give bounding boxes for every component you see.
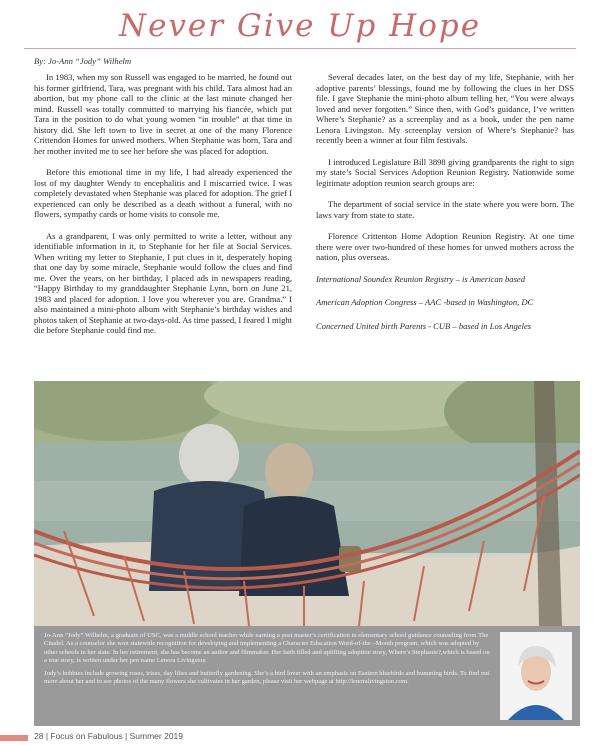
registry-item: International Soundex Reunion Registry – is American based [316, 273, 525, 284]
paragraph: I introduced Legislature Bill 3898 giving grandparents the right to sign my state’s Social Services Adoption Reunion Registry. Nationwide some legitimate adoption reunion search groups are: [316, 156, 574, 188]
hammock-photo [34, 381, 580, 626]
paragraph: In 1983, when my son Russell was engaged to be married, he found out his former girlfriend, Tara, was pregnant with his child. Tara almost had an abortion, but my phone call to the clinic at the last minute changed her mind. Russell was totally committed to marrying his fiancée, which put Tara in the position to do what young women “in trouble” at that time in history did. She left town to live in secret at one of the many Florence Crittendon Homes for unwed mothers. When Stephanie was born, Tara and her mother invited me to see her before she was placed for adoption. [34, 72, 292, 156]
author-portrait [500, 632, 572, 720]
caption-text [44, 632, 494, 692]
left-column [34, 72, 292, 347]
page-footer [0, 731, 600, 745]
footer-accent-bar [0, 735, 28, 741]
right-column [316, 72, 574, 344]
paragraph: Before this emotional time in my life, I had already experienced the lost of my daughter Wendy to encephalitis and I miscarried twice. I was completely devastated when Stephanie was placed for adoption. The grief I experienced can only be described as a death without a funeral, with no flowers, sympathy cards or home visits to console me. [34, 167, 292, 219]
paragraph: Florence Crittenton Home Adoption Reunion Registry. At one time there were over two-hundred of these homes for unwed mothers across the nation, plus overseas. [316, 231, 574, 262]
paragraph: The department of social service in the state where you were born. The laws vary from state to state. [316, 199, 574, 220]
author-caption [34, 626, 580, 726]
paragraph: Several decades later, on the best day of my life, Stephanie, with her adoptive parents’ blessings, found me by following the clues in her DSS file. I gave Stephanie the mini-photo album telling her, “You were always loved and never forgotten.” Since then, with God’s guidance, I’ve written Where’s Stephanie? as a screenplay and as a book, under the pen name Lenora Livingston. My screenplay version of Where’s Stephanie? has recently been a winner at four film festivals. [316, 72, 574, 145]
author-bio: Jo-Ann “Jody” Wilhelm, a graduate of USC, was a middle school teacher while earning a post master’s certification in elementary school guidance counseling from The Citadel. As a counselor she won statewide recognition for developing and implementing a Character Education Word-of-the –Month program, which was adopted by other schools in her state. In her retirement, she has become an author and filmmaker. Her faith filled and uplifting adoption story, Where’s Stephanie?,which is based on a true story, is written under her pen name Lenora Livingston [44, 632, 490, 664]
registry-item: American Adoption Congress – AAC -based in Washington, DC [316, 297, 534, 307]
registry-item: Concerned United birth Parents - CUB – based in Los Angeles [316, 320, 532, 331]
author-hobbies: Jody’s hobbies include growing roses, irises, day lilies and butterfly gardening. She’s a bird lover with an emphasis on Eastern bluebirds and humming birds. To find out more about her and to see photos of the many flowers she cultivates in her garden, please visit her webpage at http://lenoralivingston.com. [44, 670, 490, 686]
title-divider [24, 48, 576, 49]
paragraph: As a grandparent, I was only permitted to write a letter, without any identifiable information in it, to Stephanie for her file at Social Services. When writing my letter to Stephanie, I put clues in it, desperately hoping that one day by some miracle, Stephanie would follow the clues and find me. Over the years, on her birthday, I placed ads in newspapers reading, “Happy Birthday to my granddaughter Stephanie Lynn, born on June 21, 1983 and placed for adoption. I love you wherever you are. Grandma.” I also maintained a mini-photo album with Stephanie’s birthday wishes and photos taken of Stephanie at two-days-old. As time passed, I feared I might die before Stephanie could find me. [34, 230, 292, 335]
article-title: Never Give Up Hope [118, 8, 482, 44]
byline: By: Jo-Ann “Jody” Wilhelm [34, 56, 132, 66]
footer-text: 28 | Focus on Fabulous | Summer 2019 [34, 731, 183, 741]
